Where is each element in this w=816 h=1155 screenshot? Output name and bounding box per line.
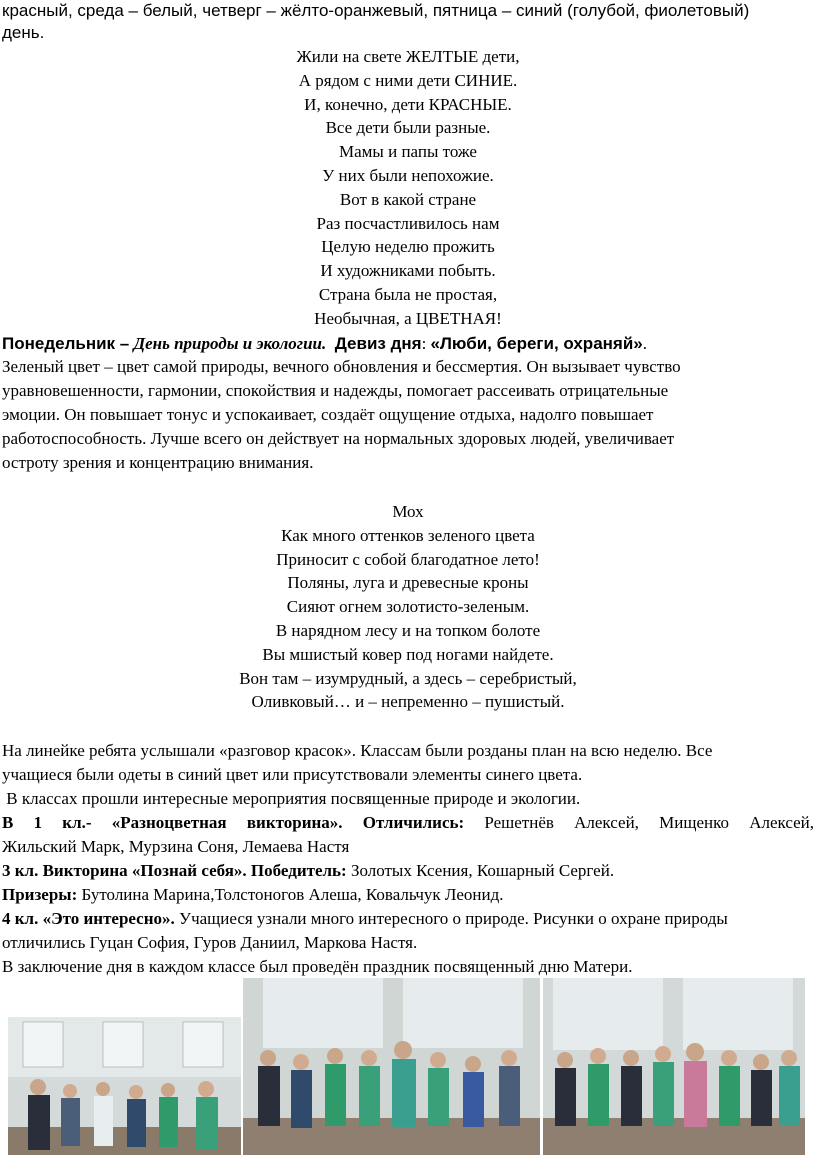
grade1-names-cont: Жильский Марк, Мурзина Соня, Лемаева Настя — [2, 837, 350, 856]
paragraph-line: уравновешенности, гармонии, спокойствия и надежды, помогает рассеивать отрицательные — [2, 381, 669, 400]
poem-line: Сияют огнем золотисто-зеленым. — [286, 597, 530, 617]
poem-line: А рядом с ними дети СИНИЕ. — [298, 70, 518, 90]
poem-title: Мох — [392, 502, 424, 521]
grade3-line — [2, 859, 814, 883]
intro-line-1: красный, среда – белый, четверг – жёлто-оранжевый, пятница – синий (голубой, фиолетовый) — [2, 1, 750, 20]
poem-line: Страна была не простая, — [318, 284, 498, 304]
final-line: В заключение дня в каждом классе был проведён праздник посвященный дню Матери. — [2, 957, 633, 976]
grade4-text-cont: отличились Гуцан София, Гуров Даниил, Маркова Настя. — [2, 933, 418, 952]
motto-end: . — [642, 334, 647, 353]
poem-moss — [0, 500, 816, 714]
poem-line: Поляны, луга и древесные кроны — [287, 573, 529, 593]
poem-line: Раз посчастливилось нам — [316, 213, 500, 233]
paragraph-line: Зеленый цвет – цвет самой природы, вечного обновления и бессмертия. Он вызывает чувство — [2, 357, 681, 376]
grade1-title: В 1 кл.- «Разноцветная викторина». Отличились: — [2, 813, 465, 832]
intro-line-2: день. — [2, 23, 45, 42]
grade1-line — [2, 811, 814, 835]
grade1-names: Решетнёв Алексей, Мищенко Алексей, — [464, 813, 814, 832]
prize-label: Призеры: — [2, 885, 78, 904]
prize-line — [2, 883, 814, 907]
poem-line: Приносит с собой благодатное лето! — [276, 549, 540, 569]
report-line: На линейке ребята услышали «разговор красок». Классам были розданы план на всю неделю. Все — [2, 741, 713, 760]
poem-line: Все дети были разные. — [325, 118, 491, 138]
green-color-paragraph — [2, 355, 814, 475]
poem-line: И, конечно, дети КРАСНЫЕ. — [304, 94, 512, 114]
class-photo-1 — [8, 1017, 241, 1155]
report-line: учащиеся были одеты в синий цвет или присутствовали элементы синего цвета. — [2, 765, 583, 784]
monday-heading — [2, 333, 647, 355]
motto-colon: : — [421, 334, 427, 353]
poem-line: Жили на свете ЖЕЛТЫЕ дети, — [296, 47, 520, 66]
poem-line: Вы мшистый ковер под ногами найдете. — [262, 644, 554, 664]
paragraph-line: эмоции. Он повышает тонус и успокаивает, создаёт ощущение отдыха, надолго повышает — [2, 405, 654, 424]
motto-text: «Люби, береги, охраняй» — [430, 334, 643, 353]
monday-day: Понедельник – — [2, 334, 130, 353]
grade3-names: Золотых Ксения, Кошарный Сергей. — [346, 861, 615, 880]
report-section — [2, 739, 814, 979]
poem-colored-children — [0, 45, 816, 331]
poem-line: Вон там – изумрудный, а здесь – серебристый, — [239, 668, 577, 688]
poem-line: Целую неделю прожить — [321, 237, 495, 257]
poem-line: Необычная, а ЦВЕТНАЯ! — [314, 308, 502, 328]
report-line: В классах прошли интересные мероприятия посвященные природе и экологии. — [2, 789, 581, 808]
class-photo-3 — [543, 978, 805, 1155]
motto-label: Девиз дня — [334, 334, 422, 353]
poem-line: Оливковый… и – непременно – пушистый. — [251, 692, 565, 712]
grade4-title: 4 кл. «Это интересно». — [2, 909, 175, 928]
class-photo-2 — [243, 978, 540, 1155]
poem-line: В нарядном лесу и на топком болоте — [275, 620, 541, 640]
poem-line: Вот в какой стране — [339, 189, 477, 209]
poem-line: У них были непохожие. — [322, 165, 494, 185]
poem-line: И художниками побыть. — [320, 261, 496, 281]
prize-names: Бутолина Марина,Толстоногов Алеша, Ковальчук Леонид. — [77, 885, 504, 904]
grade4-line — [2, 907, 814, 931]
paragraph-line: работоспособность. Лучше всего он действует на нормальных здоровых людей, увеличивает — [2, 429, 675, 448]
grade3-title: 3 кл. Викторина «Познай себя». Победитель: — [2, 861, 347, 880]
poem-line: Мамы и папы тоже — [339, 142, 477, 162]
grade4-text: Учащиеся узнали много интересного о природе. Рисунки о охране природы — [174, 909, 728, 928]
monday-theme: День природы и экологии. — [133, 334, 327, 353]
poem-line: Как много оттенков зеленого цвета — [281, 525, 535, 545]
paragraph-line: остроту зрения и концентрацию внимания. — [2, 453, 314, 472]
